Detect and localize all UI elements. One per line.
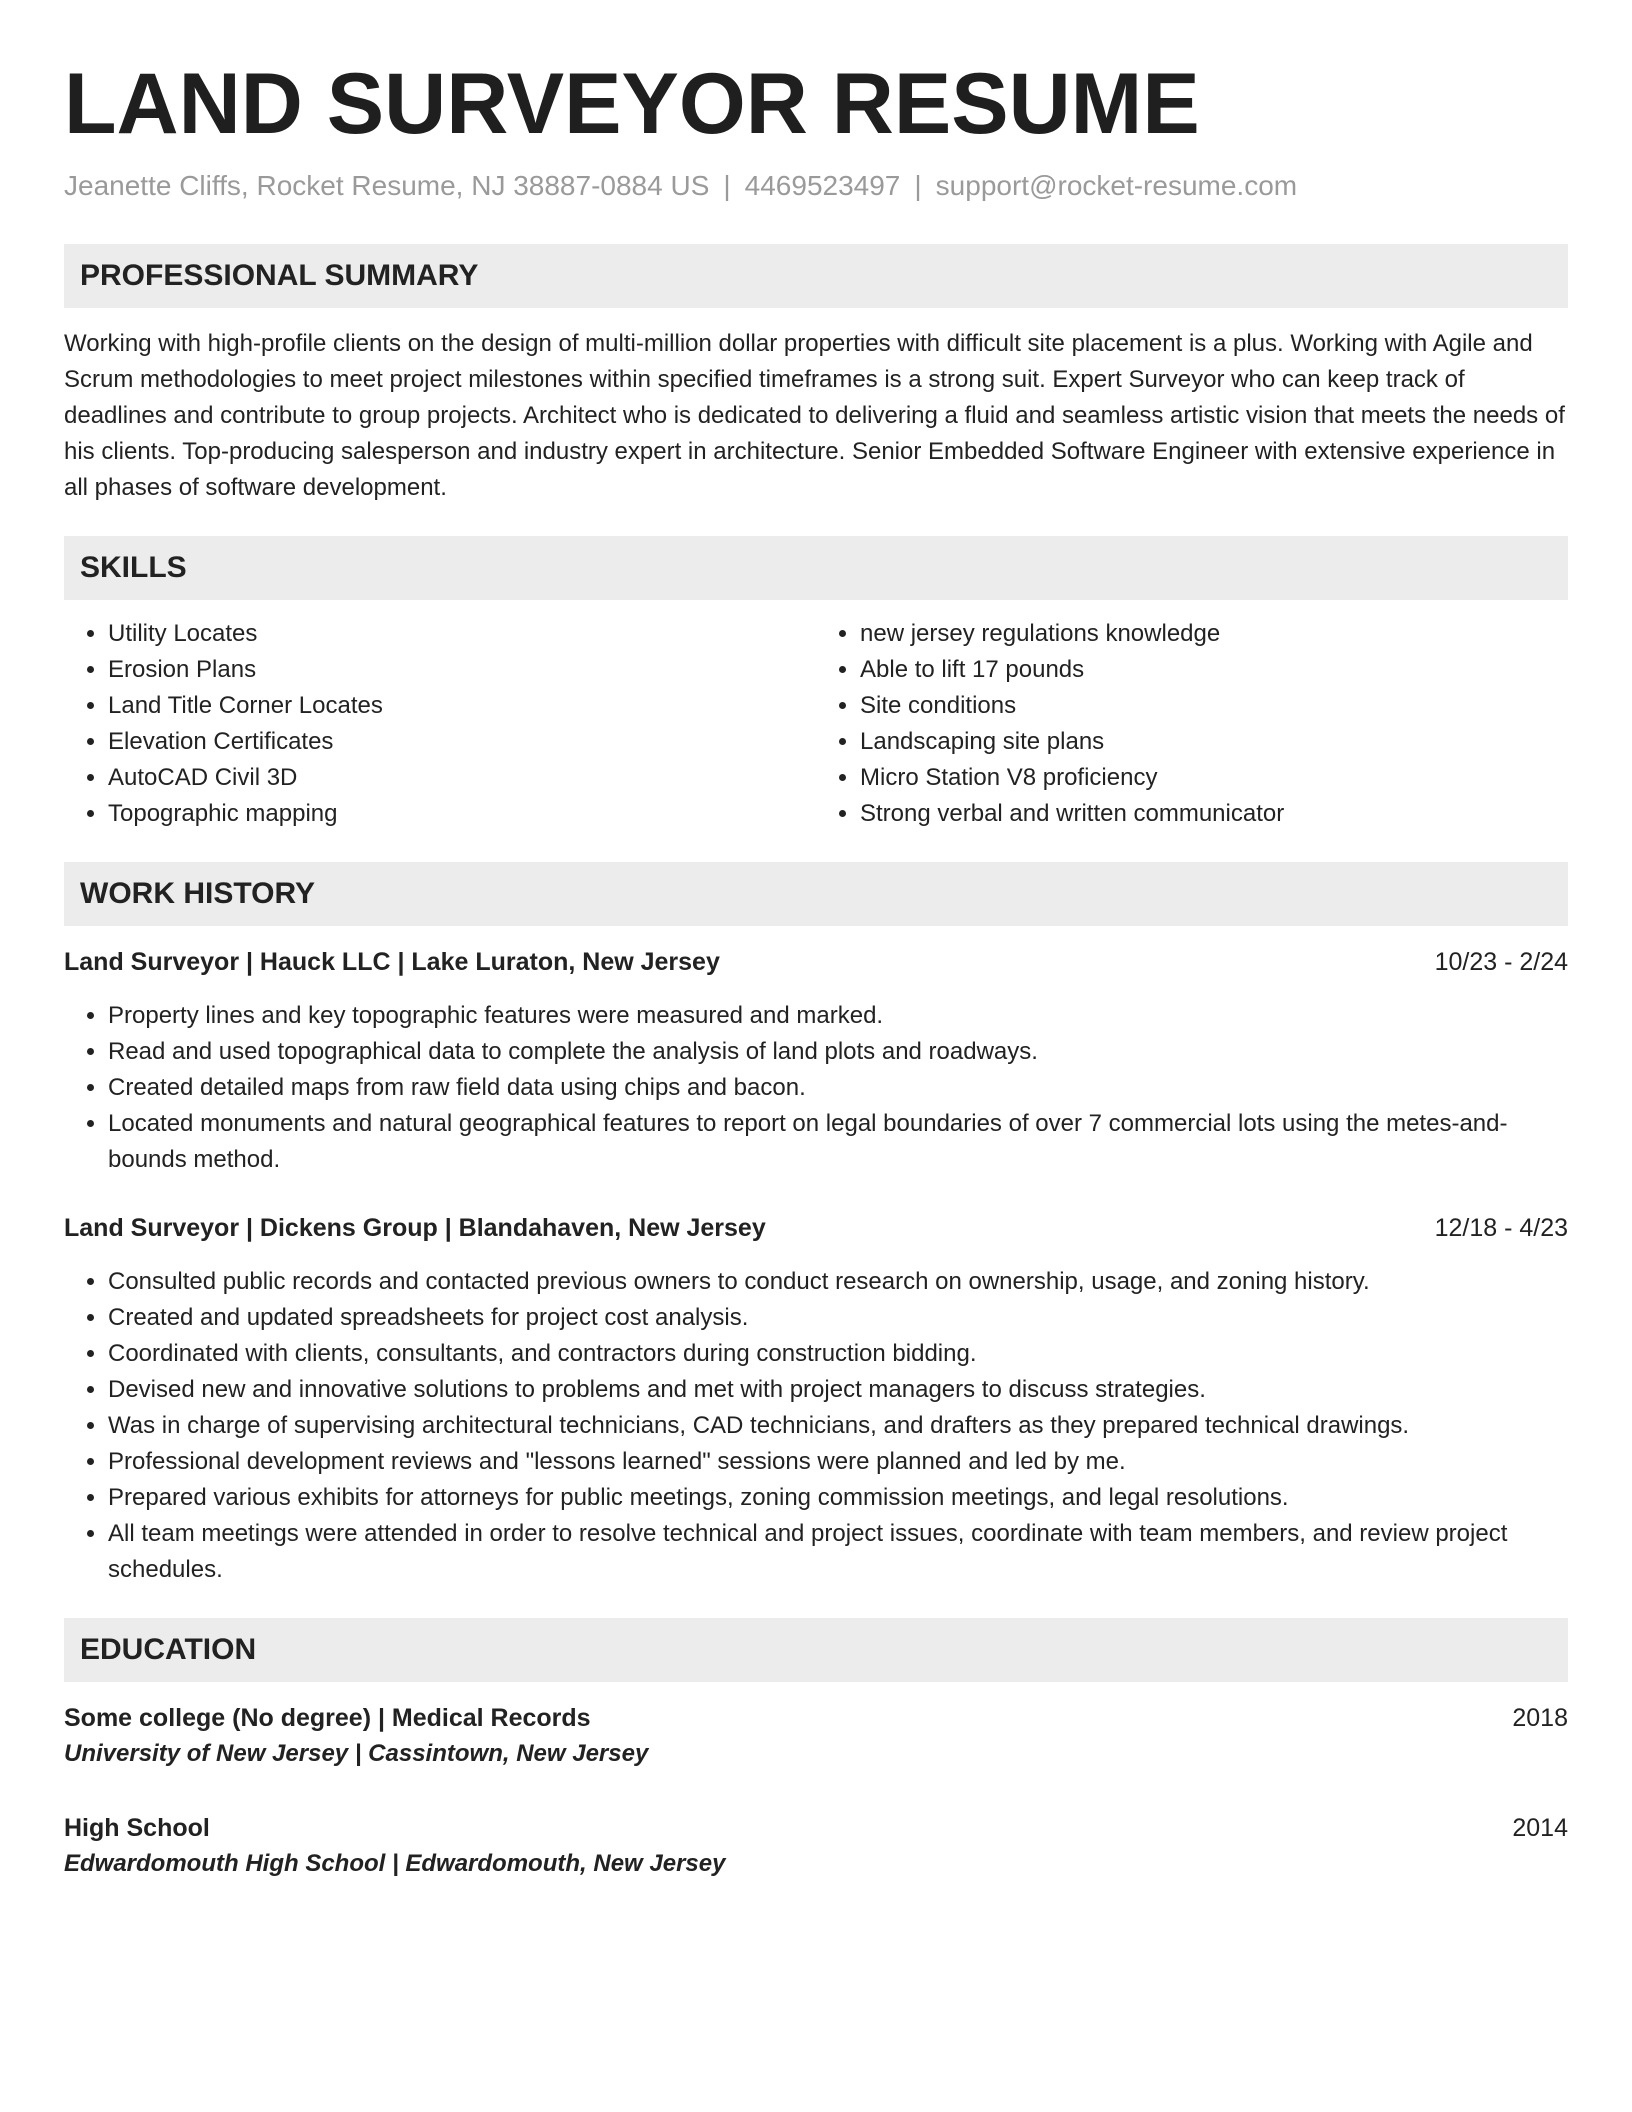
summary-heading: PROFESSIONAL SUMMARY	[64, 244, 1568, 308]
job-bullet: • Read and used topographical data to complete the analysis of land plots and roadways.	[108, 1034, 1568, 1070]
skills-list-right	[816, 616, 1568, 832]
education-school: University of New Jersey | Cassintown, New Jersey	[64, 1740, 649, 1767]
job-bullet: • Prepared various exhibits for attorneys for public meetings, zoning commission meetings, and legal resolutions.	[108, 1480, 1568, 1516]
skill-item: • Land Title Corner Locates	[108, 688, 816, 724]
job-entry	[64, 944, 1568, 1178]
contact-email: support@rocket-resume.com	[935, 170, 1298, 201]
skill-item: • new jersey regulations knowledge	[860, 616, 1568, 652]
resume-title: LAND SURVEYOR RESUME	[64, 56, 1200, 152]
job-header	[64, 1210, 1568, 1246]
education-entry	[64, 1810, 1568, 1882]
job-bullet: • Coordinated with clients, consultants, and contractors during construction bidding.	[108, 1336, 1568, 1372]
job-dates: 12/18 - 4/23	[1434, 1214, 1568, 1242]
skills-columns	[64, 616, 1568, 832]
skill-item: • Elevation Certificates	[108, 724, 816, 760]
skills-list-left	[64, 616, 816, 832]
skill-item: • Landscaping site plans	[860, 724, 1568, 760]
education-degree: High School	[64, 1814, 210, 1842]
work-heading: WORK HISTORY	[64, 862, 1568, 926]
skills-heading: SKILLS	[64, 536, 1568, 600]
job-bullet: • Was in charge of supervising architectural technicians, CAD technicians, and drafters as they prepared technical drawings.	[108, 1408, 1568, 1444]
job-title: Land Surveyor | Dickens Group | Blandahaven, New Jersey	[64, 1214, 766, 1242]
job-bullet: • Consulted public records and contacted previous owners to conduct research on ownership, usage, and zoning history.	[108, 1264, 1568, 1300]
education-heading: EDUCATION	[64, 1618, 1568, 1682]
skill-item: • Micro Station V8 proficiency	[860, 760, 1568, 796]
contact-separator: |	[723, 170, 731, 201]
skill-item: • AutoCAD Civil 3D	[108, 760, 816, 796]
contact-separator: |	[914, 170, 922, 201]
job-dates: 10/23 - 2/24	[1434, 948, 1568, 976]
contact-address: Jeanette Cliffs, Rocket Resume, NJ 38887-0884 US	[64, 170, 710, 201]
skill-item: • Able to lift 17 pounds	[860, 652, 1568, 688]
summary-text: Working with high-profile clients on the design of multi-million dollar properties with difficult site placement is a plus. Working with Agile and Scrum methodologies to meet project milestones within specified timeframes is a strong suit. Expert Surveyor who can keep track of deadlines and contribute to group projects. Architect who is dedicated to delivering a fluid and seamless artistic vision that meets the needs of his clients. Top-producing salesperson and industry expert in architecture. Senior Embedded Software Engineer with extensive experience in all phases of software development.	[64, 330, 1565, 501]
education-header	[64, 1700, 1568, 1736]
skill-item: • Erosion Plans	[108, 652, 816, 688]
job-bullet: • Located monuments and natural geographical features to report on legal boundaries of over 7 commercial lots using the metes-and-bounds method.	[108, 1106, 1568, 1178]
skill-item: • Strong verbal and written communicator	[860, 796, 1568, 832]
contact-phone: 4469523497	[744, 170, 901, 201]
job-bullets	[64, 998, 1568, 1178]
skill-item: • Topographic mapping	[108, 796, 816, 832]
job-header	[64, 944, 1568, 980]
education-header	[64, 1810, 1568, 1846]
job-entry	[64, 1210, 1568, 1588]
education-degree: Some college (No degree) | Medical Records	[64, 1704, 591, 1732]
job-bullet: • Devised new and innovative solutions to problems and met with project managers to discuss strategies.	[108, 1372, 1568, 1408]
education-entry	[64, 1700, 1568, 1772]
education-school: Edwardomouth High School | Edwardomouth, New Jersey	[64, 1850, 726, 1877]
job-bullet: • All team meetings were attended in order to resolve technical and project issues, coordinate with team members, and review project schedules.	[108, 1516, 1568, 1588]
job-bullets	[64, 1264, 1568, 1588]
education-year: 2018	[1512, 1704, 1568, 1732]
contact-line	[64, 166, 1568, 206]
skill-item: • Utility Locates	[108, 616, 816, 652]
job-bullet: • Created and updated spreadsheets for project cost analysis.	[108, 1300, 1568, 1336]
job-bullet: • Professional development reviews and "lessons learned" sessions were planned and led by me.	[108, 1444, 1568, 1480]
job-bullet: • Created detailed maps from raw field data using chips and bacon.	[108, 1070, 1568, 1106]
education-year: 2014	[1512, 1814, 1568, 1842]
job-bullet: • Property lines and key topographic features were measured and marked.	[108, 998, 1568, 1034]
job-title: Land Surveyor | Hauck LLC | Lake Luraton, New Jersey	[64, 948, 720, 976]
skill-item: • Site conditions	[860, 688, 1568, 724]
